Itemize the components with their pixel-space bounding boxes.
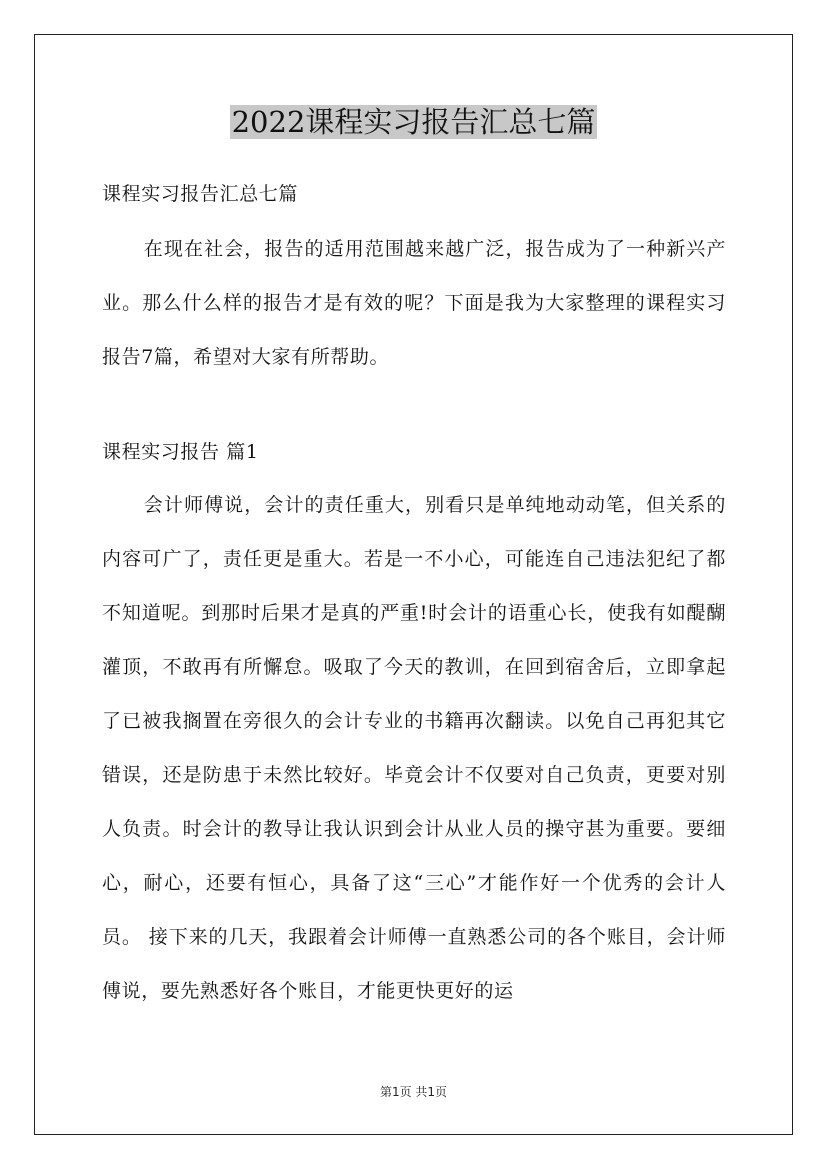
page-footer: 第1页 共1页 bbox=[379, 1085, 448, 1099]
document-subtitle: 课程实习报告汇总七篇 bbox=[102, 183, 299, 205]
section-heading: 课程实习报告 篇1 bbox=[102, 441, 259, 463]
section-paragraph: 会计师傅说，会计的责任重大，别看只是单纯地动动笔，但关系的内容可广了，责任更是重大。若是一不小心，可能连自己违法犯纪了都不知道呢。到那时后果才是真的严重!时会计的语重心长，使我有如醍醐灌顶，不敢再有所懈怠。吸取了今天的教训，在回到宿舍后，立即拿起了已被我搁置在旁很久的会计专业的书籍再次翻读。以免自己再犯其它错误，还是防患于未然比较好。毕竟会计不仅要对自己负责，更要对别人负责。时会计的教导让我认识到会计从业人员的操守甚为重要。要细心，耐心，还要有恒心，具备了这“三心”才能作好一个优秀的会计人员。 接下来的几天，我跟着会计师傅一直熟悉公司的各个账目，会计师傅说，要先熟悉好各个账目，才能更快更好的运 bbox=[102, 494, 726, 1002]
document-title bbox=[0, 101, 827, 143]
intro-paragraph: 在现在社会，报告的适用范围越来越广泛，报告成为了一种新兴产业。那么什么样的报告才是有效的呢？下面是我为大家整理的课程实习报告7篇，希望对大家有所帮助。 bbox=[102, 238, 726, 368]
document-body bbox=[102, 172, 726, 1018]
document-title-text: 2022课程实习报告汇总七篇 bbox=[231, 105, 596, 139]
